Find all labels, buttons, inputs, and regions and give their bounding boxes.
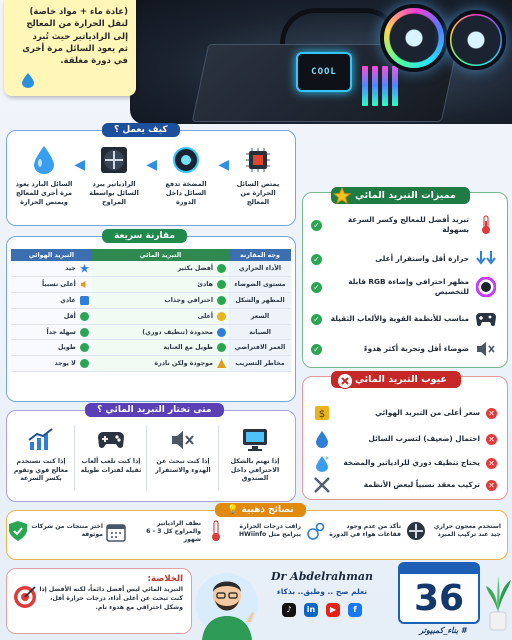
- price-icon: [314, 405, 330, 421]
- header-air: التبريد الهوائي: [11, 249, 92, 261]
- facebook-icon[interactable]: f: [348, 603, 362, 617]
- gamepad-icon: [97, 430, 125, 450]
- tips-title-text: نصائح ذهبية: [241, 505, 294, 515]
- target-icon: [13, 585, 37, 609]
- criteria-cell: مخاطر التسريب: [229, 356, 291, 372]
- disadvantage-text: يحتاج تنظيف دوري للرادياتير والمضخة: [343, 458, 480, 468]
- check-icon: ✓: [311, 282, 322, 293]
- comparison-panel: [6, 231, 296, 402]
- x-icon: ✕: [486, 480, 497, 491]
- step-text: السائل البارد يعود مرة أخرى للمعالج ويمتص الحرارة: [15, 180, 73, 206]
- quiet-speaker-icon: [476, 341, 496, 357]
- when-item: [223, 427, 287, 484]
- warning-icon: [217, 359, 226, 368]
- tip-text: راقب درجات الحرارة ببرامج مثل HWiinfo: [239, 523, 301, 538]
- note-line: في دورة مغلقة.: [60, 56, 128, 67]
- check-icon: ✓: [311, 314, 322, 325]
- step-text: يمتص السائل الحرارة من المعالج: [236, 180, 280, 206]
- table-row: [11, 356, 291, 372]
- header-water: التبريد المائي: [92, 249, 229, 261]
- x-icon: ✕: [486, 434, 497, 445]
- brand-block: [262, 570, 382, 617]
- note-line: (عادة ماء + مواد خاصة): [29, 7, 128, 17]
- bubbles-icon: [307, 521, 325, 541]
- when-item: [9, 427, 73, 484]
- water-cell: محدودة (تنظيف دوري): [142, 328, 213, 336]
- box-icon: [80, 296, 89, 305]
- how-it-works-panel: [6, 125, 296, 226]
- advantage-text: حرارة أقل واستقرار أعلى: [375, 254, 469, 264]
- pump-block: [296, 52, 352, 92]
- advantages-panel: [302, 192, 508, 368]
- check-icon: [80, 359, 89, 368]
- radiator-fan-icon: [99, 145, 129, 175]
- divider: [74, 425, 75, 491]
- advantage-text: مناسب للأنظمة القوية والألعاب الثقيلة: [330, 314, 469, 324]
- avatar: [194, 564, 260, 640]
- pump-label: COOL: [311, 67, 337, 77]
- pump-icon: [171, 145, 201, 175]
- disadvantage-item: [311, 429, 497, 449]
- note-line: إلى الرادياتير حيث تُبرد: [32, 31, 128, 42]
- air-cell: أقل: [63, 312, 76, 320]
- check-icon: [80, 312, 89, 321]
- step-pump: [157, 145, 215, 206]
- check-icon: ✓: [311, 220, 322, 231]
- divider: [146, 425, 147, 491]
- x-icon: ✕: [486, 408, 497, 419]
- episode-calendar: [398, 562, 480, 630]
- disadvantage-item: [311, 453, 497, 473]
- cleaning-spray-icon: [314, 454, 330, 472]
- step-radiator: [85, 145, 143, 206]
- air-cell: لا يوجد: [54, 360, 76, 368]
- comparison-table: [11, 249, 291, 372]
- calendar-icon: [106, 522, 126, 542]
- criteria-cell: السعر: [229, 308, 291, 324]
- tools-icon: [313, 476, 331, 494]
- episode-number: 36: [398, 574, 480, 624]
- fan-icon: [406, 521, 426, 541]
- note-line: ثم يعود السائل مرة أخرى: [22, 43, 128, 54]
- intro-note: [4, 0, 136, 96]
- advantage-item: [311, 249, 497, 269]
- golden-tips-panel: [6, 505, 508, 560]
- when-title: متى تختار التبريد المائي ؟: [85, 403, 224, 417]
- table-row: [11, 308, 291, 324]
- advantage-item: [311, 309, 497, 329]
- water-cell: موجودة ولكن نادرة: [154, 360, 213, 368]
- tip-text: استخدم معجون حراري جيد عند تركيب المبرد: [433, 523, 501, 538]
- summary-text: التبريد المائي ليس أفضل دائماً، لكنه الأفضل إذا كنت تبحث عن أعلى أداء، درجات حرارة أقل، وشكل احترافي مع هدوء تام.: [39, 586, 183, 611]
- disadvantage-item: [311, 475, 497, 495]
- disadvantage-text: احتمال (ضعيف) لتسرب السائل: [368, 434, 480, 444]
- when-text: إذا تهتم بالشكل الاحترافي داخل الصندوق: [230, 458, 280, 482]
- x-icon: ✕: [486, 458, 497, 469]
- when-to-choose-panel: [6, 405, 296, 502]
- disadvantages-panel: [302, 376, 508, 500]
- disadvantage-text: تركيب معقد نسبياً لبعض الأنظمة: [363, 480, 480, 490]
- advantage-item: [311, 339, 497, 359]
- arrow-icon: ◀: [146, 157, 157, 173]
- thermometer-icon: [479, 215, 493, 235]
- criteria-cell: العمر الافتراضي: [229, 340, 291, 356]
- advantage-item: [311, 277, 497, 297]
- step-text: الرادياتير يبرد السائل بواسطة المراوح: [89, 180, 139, 206]
- disadvantages-title-text: عيوب التبريد المائي: [355, 374, 447, 385]
- svg-text:$: $: [318, 409, 326, 420]
- when-text: إذا كنت تستخدم معالج قوي وتقوم بكسر السرعة: [13, 458, 69, 482]
- linkedin-icon[interactable]: in: [304, 603, 318, 617]
- how-it-works-title: كيف يعمل ؟: [102, 123, 180, 137]
- hero-image: [130, 0, 512, 124]
- hashtag: # بناء_كمبيوتر: [419, 626, 467, 635]
- water-drop-icon: [22, 73, 34, 88]
- check-icon: [80, 343, 89, 352]
- tip-item: [106, 520, 201, 544]
- divider: [218, 425, 219, 491]
- thumbs-up-icon: [217, 264, 226, 273]
- summary-box: [6, 568, 192, 634]
- check-icon: ✓: [311, 344, 322, 355]
- speaker-icon: [80, 280, 89, 289]
- check-icon: [80, 328, 89, 337]
- shield-check-icon: [8, 520, 28, 542]
- ram-stick: [382, 66, 388, 106]
- step-return: [15, 145, 73, 206]
- criteria-cell: الصيانة: [229, 324, 291, 340]
- when-text: إذا كنت تلعب ألعاب ثقيلة لفترات طويلة: [80, 458, 142, 474]
- tip-item: [8, 520, 103, 542]
- plant-icon: [484, 572, 512, 632]
- wrench-icon: [217, 328, 226, 337]
- tips-title: [215, 503, 306, 517]
- water-cell: أعلى: [197, 312, 213, 320]
- header-criteria: وجه المقارنة: [229, 249, 291, 261]
- check-icon: ✓: [311, 254, 322, 265]
- arrow-icon: ◀: [74, 157, 85, 173]
- table-row: [11, 324, 291, 340]
- table-header-row: [11, 249, 291, 261]
- air-cell: سهلة جداً: [46, 328, 76, 336]
- lightbulb-icon: 💡: [227, 505, 239, 515]
- criteria-cell: المظهر والشكل: [229, 293, 291, 309]
- advantages-title: [331, 187, 470, 204]
- table-row: [11, 277, 291, 293]
- table-row: [11, 261, 291, 277]
- table-row: [11, 293, 291, 309]
- comparison-title: مقارنة سريعة: [102, 229, 187, 243]
- criteria-cell: الأداء الحراري: [229, 261, 291, 277]
- air-cell: جيد: [65, 265, 76, 273]
- when-item: [151, 427, 215, 475]
- arrows-down-icon: [476, 250, 496, 268]
- summary-title: الخلاصة:: [147, 574, 183, 584]
- star-icon: [80, 264, 89, 273]
- advantage-text: تبريد أفضل للمعالج وكسر السرعة بسهولة: [347, 215, 469, 234]
- advantage-text: ضوضاء أقل وتجربة أكثر هدوءً: [363, 344, 469, 354]
- air-cell: عادي: [60, 296, 76, 304]
- advantages-title-text: مميزات التبريد المائي: [355, 190, 456, 201]
- brand-slogan: تعلم صح .. وطبق.. بذكاء: [276, 587, 368, 596]
- table-row: [11, 340, 291, 356]
- youtube-icon[interactable]: ▶: [326, 603, 340, 617]
- calendar-header: [398, 562, 480, 574]
- chart-up-icon: [27, 428, 55, 452]
- mute-icon: [170, 429, 196, 451]
- rgb-fan: [380, 4, 448, 72]
- rgb-fan: [446, 10, 506, 70]
- gamepad-icon: [475, 311, 497, 327]
- advantage-item: [311, 215, 497, 235]
- air-cell: طويل: [57, 344, 76, 352]
- monitor-icon: [242, 428, 268, 452]
- thermometer-icon: [210, 520, 222, 542]
- tip-item: [406, 520, 501, 542]
- advantage-text: مظهر احترافي وإضاءة RGB قابلة للتخصيص: [348, 277, 469, 296]
- footer: [0, 562, 512, 640]
- brand-name: Dr Abdelrahman: [271, 570, 373, 583]
- cpu-heat-icon: [243, 145, 273, 175]
- water-cell: أفضل بكثير: [177, 265, 213, 273]
- tip-item: [206, 520, 301, 542]
- tip-text: اختر منتجات من شركات موثوقة: [31, 523, 103, 538]
- note-line: لنقل الحرارة من المعالج: [26, 19, 128, 30]
- step-text: المضخة تدفع السائل داخل الدورة: [165, 180, 207, 206]
- step-absorb: [229, 145, 287, 206]
- water-drop-icon: [32, 145, 56, 175]
- star-icon: [333, 187, 351, 205]
- water-cell: هادئ: [197, 281, 213, 289]
- tip-text: تأكد من عدم وجود فقاعات هواء في الدورة: [329, 523, 401, 538]
- when-item: [79, 427, 143, 475]
- disadvantage-text: سعر أعلى من التبريد الهوائي: [375, 408, 480, 418]
- rgb-icon: [476, 277, 496, 297]
- coin-icon: [217, 312, 226, 321]
- ram-stick: [362, 66, 368, 106]
- check-icon: [217, 280, 226, 289]
- tip-item: [306, 520, 401, 542]
- water-cell: طويل مع العناية: [163, 344, 213, 352]
- ram-stick: [392, 66, 398, 106]
- check-icon: [217, 296, 226, 305]
- arrow-icon: ◀: [218, 157, 229, 173]
- disadvantage-item: [311, 403, 497, 423]
- close-circle-icon: [337, 373, 353, 389]
- when-text: إذا كنت تبحث عن الهدوء والاستقرار: [155, 458, 211, 474]
- water-drop-icon: [315, 430, 329, 448]
- tip-text: نظف الرادياتير والمراوح كل 3 - 6 شهور: [146, 520, 201, 543]
- criteria-cell: مستوى الضوضاء: [229, 277, 291, 293]
- check-icon: [217, 343, 226, 352]
- social-links: [262, 603, 382, 617]
- tiktok-icon[interactable]: ♪: [282, 603, 296, 617]
- air-cell: أعلى نسبياً: [41, 281, 76, 289]
- water-cell: احترافي وجذاب: [164, 296, 213, 304]
- ram-stick: [372, 66, 378, 106]
